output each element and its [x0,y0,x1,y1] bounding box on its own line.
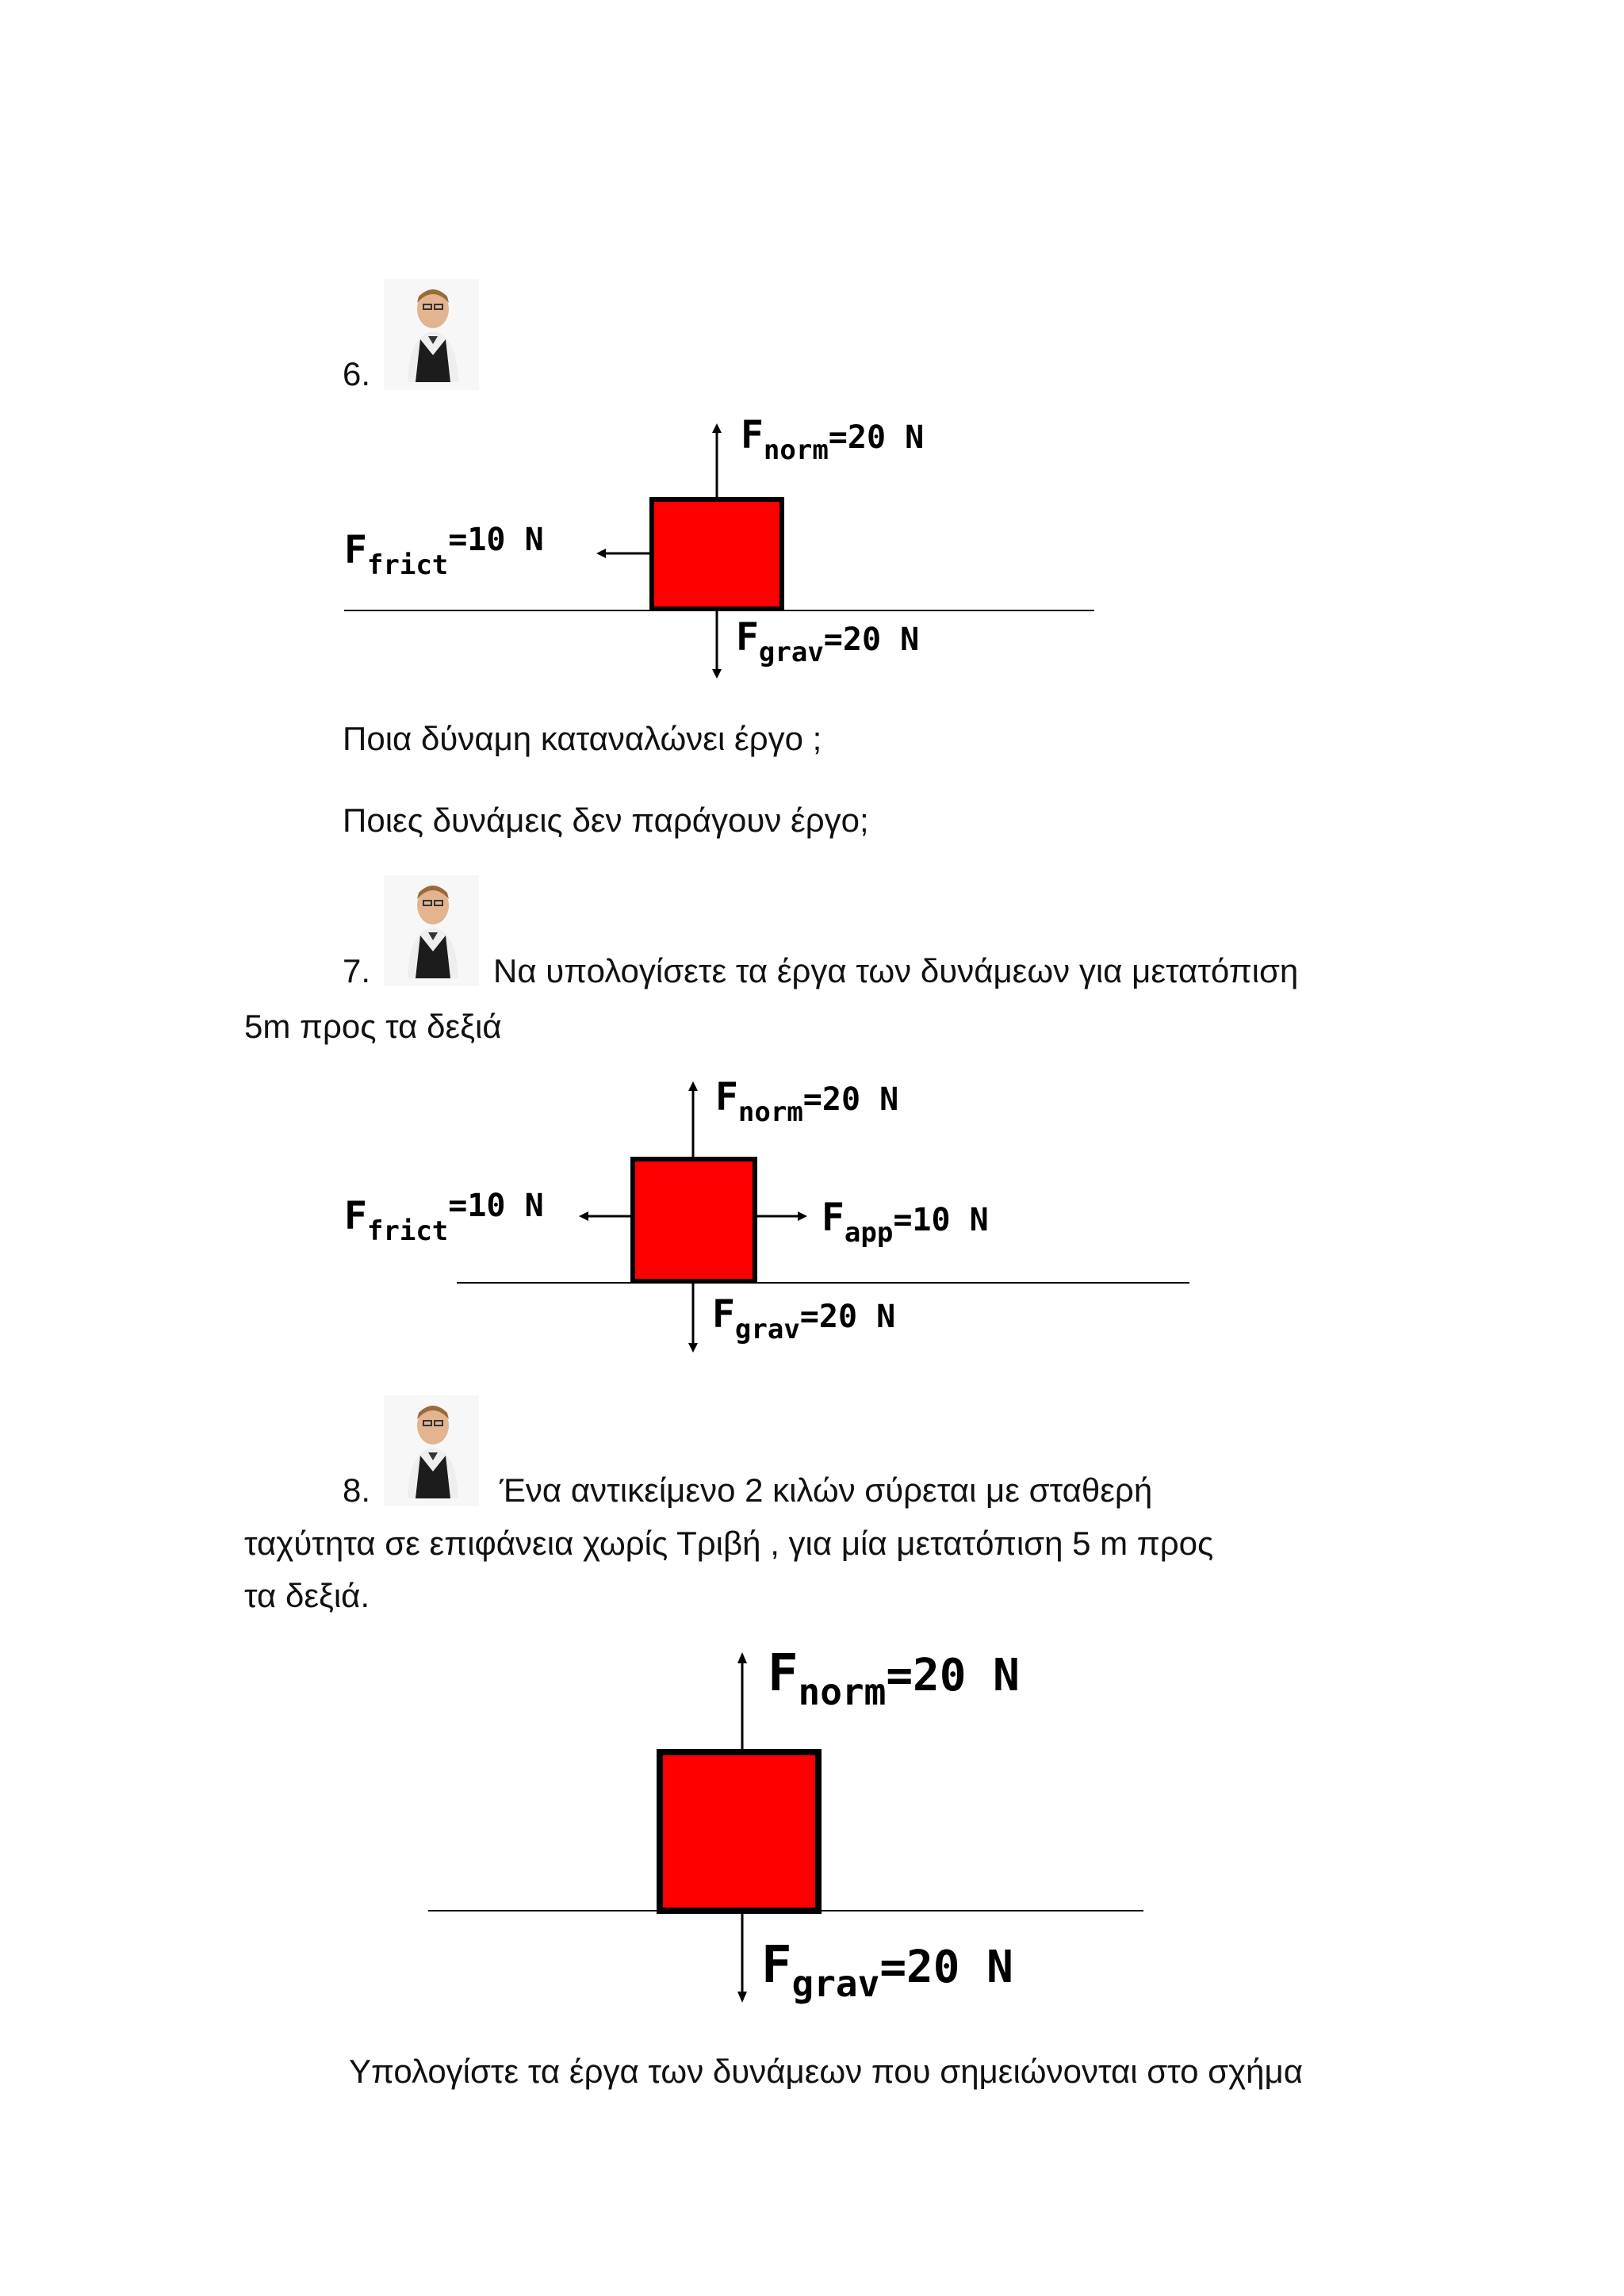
question-number-6: 6. [343,355,371,392]
teacher-avatar-icon [384,875,479,986]
question-7-text-line1: Να υπολογίσετε τα έργα των δυνάμεων για μετατόπιση [493,952,1299,989]
teacher-avatar-icon [384,279,479,390]
question-number-7: 7. [343,952,371,989]
force-label-norm: $F_{norm}^{=20 N}$ [715,1075,899,1128]
question-8-text-line3: τα δεξιά. [244,1577,370,1614]
question-8-closing-text: Υπολογίστε τα έργα των δυνάμεων που σημειώνονται στο σχήμα [349,2053,1303,2090]
question-8-text-line1: Ένα αντικείμενο 2 κιλών σύρεται με σταθερή [500,1471,1153,1509]
force-label-frict: $F_{frict}^{=10 N}$ [344,522,544,581]
force-label-grav: $F_{grav}=20$ N [761,1936,1013,2005]
force-label-grav: $F_{grav}^{=20 N}$ [736,615,920,668]
block [660,1752,818,1911]
force-diagram-q8 [412,1633,1205,2014]
force-label-frict: $F_{frict}^{=10 N}$ [344,1188,544,1247]
question-8-text-line2: ταχύτητα σε επιφάνεια χωρίς Τριβή , για μία μετατόπιση 5 m προς [244,1525,1214,1562]
force-label-norm: $F_{norm}^{=20 N}$ [741,413,925,466]
question-6b-text: Ποιες δυνάμεις δεν παράγουν έργο; [343,802,869,839]
question-6a-text: Ποια δύναμη καταναλώνει έργο ; [343,720,822,757]
force-label-app: $F_{app}^{=10 N}$ [822,1196,989,1249]
force-diagram-q7 [333,1070,1221,1372]
question-number-8: 8. [343,1471,371,1509]
force-label-grav: $F_{grav}^{=20 N}$ [712,1292,896,1345]
force-label-norm: $F_{norm}=20$ N [768,1644,1020,1713]
force-diagram-q6 [333,412,1110,698]
block [652,499,782,609]
teacher-avatar-icon [384,1395,479,1506]
block [633,1159,755,1281]
question-7-text-line2: 5m προς τα δεξιά [244,1008,502,1045]
